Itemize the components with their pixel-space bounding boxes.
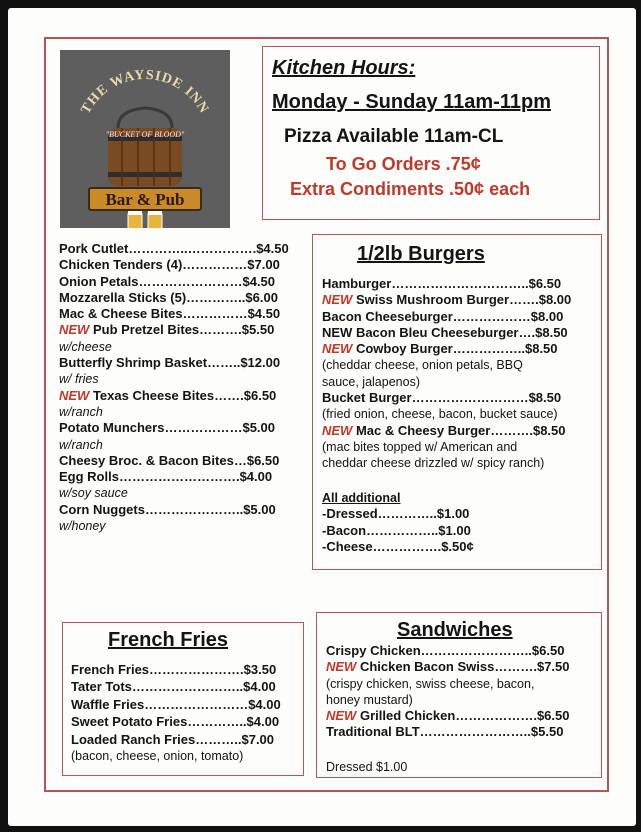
appetizer-row bbox=[59, 420, 289, 436]
burgers-title: 1/2lb Burgers bbox=[357, 243, 485, 265]
burger-name: Cowboy Burger bbox=[352, 341, 453, 357]
appetizer-row bbox=[59, 274, 289, 290]
burger-name: Bacon Cheeseburger bbox=[322, 308, 453, 324]
appetizer-name: Chicken Tenders (4) bbox=[59, 257, 183, 273]
appetizer-price: $6.50 bbox=[243, 387, 277, 403]
pizza-hours: Pizza Available 11am-CL bbox=[284, 126, 504, 147]
appetizer-price: $5.00 bbox=[242, 420, 276, 436]
sandwich-price: $7.50 bbox=[536, 659, 570, 675]
extra-condiments-fee: Extra Condiments .50¢ each bbox=[290, 179, 531, 199]
fries-name: Sweet Potato Fries bbox=[71, 714, 188, 730]
sandwich-price: $6.50 bbox=[536, 708, 570, 724]
leader-dots: …………….. bbox=[452, 341, 525, 357]
new-badge: NEW bbox=[326, 708, 357, 724]
leader-dots: …………………… bbox=[144, 696, 249, 712]
leader-dots: …………… bbox=[182, 257, 248, 273]
additional-row bbox=[322, 506, 474, 522]
leader-dots: ………………………. bbox=[118, 469, 240, 485]
burger-price: $8.00 bbox=[530, 308, 564, 324]
sandwich-name: Traditional BLT bbox=[326, 724, 420, 740]
new-badge: NEW bbox=[59, 387, 90, 403]
appetizer-price: $4.50 bbox=[242, 273, 276, 289]
logo-tagline: "BUCKET OF BLOOD" bbox=[105, 130, 185, 139]
fries-name: French Fries bbox=[71, 662, 150, 677]
appetizer-name: Potato Munchers bbox=[59, 420, 165, 436]
leader-dots: ………. bbox=[199, 322, 242, 338]
leader-dots: ………………. bbox=[455, 708, 537, 724]
appetizer-row bbox=[59, 388, 289, 404]
appetizer-row bbox=[59, 355, 289, 371]
leader-dots: ……………… bbox=[452, 308, 531, 324]
sandwich-price: $5.50 bbox=[530, 724, 564, 740]
fries-row bbox=[71, 731, 281, 748]
new-badge: NEW bbox=[322, 292, 353, 308]
appetizer-list bbox=[59, 241, 289, 534]
logo-name: THE WAYSIDE INN bbox=[78, 67, 212, 117]
appetizer-name: Pub Pretzel Bites bbox=[89, 322, 200, 338]
fries-name: Waffle Fries bbox=[71, 696, 145, 712]
appetizer-description: w/ fries bbox=[59, 372, 99, 387]
leader-dots: …….. bbox=[207, 355, 241, 371]
logo-bar-pub: Bar & Pub bbox=[88, 187, 202, 211]
appetizer-name: Mozzarella Sticks (5) bbox=[59, 289, 187, 305]
burger-name: Mac & Cheesy Burger bbox=[352, 422, 491, 438]
appetizer-row bbox=[59, 502, 289, 518]
appetizer-name: Corn Nuggets bbox=[59, 501, 145, 517]
leader-dots: ……………………… bbox=[411, 390, 529, 406]
sandwich-name: Chicken Bacon Swiss bbox=[356, 659, 495, 675]
appetizer-row bbox=[59, 453, 289, 469]
appetizer-price: $4.00 bbox=[239, 469, 273, 485]
additional-name: -Bacon bbox=[322, 522, 367, 538]
additional-price: $1.00 bbox=[438, 522, 471, 538]
leader-dots: …………… bbox=[182, 306, 248, 322]
sandwich-row bbox=[326, 659, 570, 675]
fries-price: $3.50 bbox=[243, 662, 277, 677]
leader-dots: ………….. bbox=[187, 714, 247, 730]
additional-row bbox=[322, 523, 474, 539]
burger-row bbox=[322, 309, 571, 325]
burger-row bbox=[322, 276, 571, 292]
appetizer-row bbox=[59, 241, 289, 257]
additional-title: All additional bbox=[322, 491, 401, 505]
appetizer-description: w/soy sauce bbox=[59, 486, 128, 501]
burger-price: $8.00 bbox=[538, 292, 572, 308]
additional-name: -Cheese bbox=[322, 538, 373, 554]
appetizer-description: w/honey bbox=[59, 519, 106, 534]
leader-dots: ……….. bbox=[195, 731, 242, 747]
burger-description: (mac bites topped w/ American and bbox=[322, 439, 518, 454]
burger-price: $6.50 bbox=[528, 276, 562, 291]
appetizer-price: $4.50 bbox=[256, 241, 289, 256]
leader-dots: ……. bbox=[509, 292, 539, 308]
sandwich-price: $6.50 bbox=[531, 643, 565, 658]
to-go-fee: To Go Orders .75¢ bbox=[326, 154, 481, 174]
sandwich-name: Crispy Chicken bbox=[326, 643, 421, 658]
appetizer-name: Butterfly Shrimp Basket bbox=[59, 355, 208, 371]
leader-dots: …………………….. bbox=[419, 724, 531, 740]
appetizer-name: Egg Rolls bbox=[59, 469, 119, 485]
additional-price: $.50¢ bbox=[441, 538, 474, 554]
burger-description: cheddar cheese drizzled w/ spicy ranch) bbox=[322, 456, 545, 471]
leader-dots: ……………… bbox=[164, 420, 243, 436]
leader-dots: ………….. bbox=[186, 289, 246, 305]
burger-description: (fried onion, cheese, bacon, bucket sauce) bbox=[322, 407, 558, 422]
burger-name: Swiss Mushroom Burger bbox=[352, 292, 510, 308]
leader-dots: …. bbox=[518, 324, 536, 340]
additional-price: $1.00 bbox=[436, 506, 470, 522]
fries-row bbox=[71, 678, 281, 695]
leader-dots: ………. bbox=[494, 659, 537, 675]
sandwich-row bbox=[326, 643, 570, 659]
appetizer-description: w/ranch bbox=[59, 404, 103, 419]
appetizer-price: $5.50 bbox=[241, 322, 275, 338]
additional-name: -Dressed bbox=[322, 506, 378, 522]
appetizer-name: Onion Petals bbox=[59, 273, 139, 289]
new-badge: NEW bbox=[326, 659, 357, 675]
appetizer-price: $4.50 bbox=[247, 306, 281, 322]
leader-dots: …………………….. bbox=[131, 679, 244, 695]
burger-row bbox=[322, 292, 571, 308]
burger-price: $8.50 bbox=[528, 390, 562, 406]
burger-row bbox=[322, 423, 571, 439]
appetizer-description: w/cheese bbox=[59, 339, 112, 354]
burger-list bbox=[322, 276, 571, 472]
burger-row bbox=[322, 341, 571, 357]
leader-dots: …………….. bbox=[366, 522, 439, 538]
sandwich-description: (crispy chicken, swiss cheese, bacon, bbox=[326, 676, 535, 691]
fries-price: $4.00 bbox=[243, 679, 276, 695]
burger-row bbox=[322, 390, 571, 406]
burger-name: Bucket Burger bbox=[322, 390, 412, 406]
leader-dots: …………………….. bbox=[420, 643, 532, 658]
leader-dots: … bbox=[233, 452, 247, 468]
appetizer-row bbox=[59, 290, 289, 306]
appetizer-name: Pork Cutlet bbox=[59, 241, 129, 256]
leader-dots: …………………… bbox=[138, 273, 243, 289]
fries-row bbox=[71, 661, 281, 678]
sandwich-list bbox=[326, 643, 570, 741]
additional-row bbox=[322, 539, 474, 555]
appetizer-price: $7.00 bbox=[247, 257, 280, 273]
fries-price: $4.00 bbox=[246, 714, 280, 730]
fries-title: French Fries bbox=[108, 629, 229, 651]
sandwich-description: honey mustard) bbox=[326, 692, 413, 707]
appetizer-row bbox=[59, 322, 289, 338]
new-badge: NEW bbox=[322, 341, 353, 357]
appetizer-name: Texas Cheese Bites bbox=[89, 387, 215, 403]
wayside-inn-logo bbox=[60, 50, 230, 228]
fries-price: $7.00 bbox=[241, 731, 275, 747]
appetizer-row bbox=[59, 257, 289, 273]
appetizer-row bbox=[59, 306, 289, 322]
appetizer-price: $6.00 bbox=[245, 289, 278, 305]
leader-dots: …………..……………. bbox=[128, 241, 257, 256]
fries-row bbox=[71, 696, 281, 713]
appetizer-row bbox=[59, 469, 289, 485]
fries-row bbox=[71, 713, 281, 730]
appetizer-price: $5.00 bbox=[243, 501, 276, 517]
leader-dots: ………………….. bbox=[144, 501, 244, 517]
fries-name: Tater Tots bbox=[71, 679, 132, 695]
burger-name: Hamburger bbox=[322, 276, 392, 291]
appetizer-description: w/ranch bbox=[59, 437, 103, 452]
fries-name: Loaded Ranch Fries bbox=[71, 731, 196, 747]
additional-list bbox=[322, 490, 474, 555]
burger-name: NEW Bacon Bleu Cheeseburger bbox=[322, 324, 519, 340]
burger-price: $8.50 bbox=[532, 422, 566, 438]
burger-price: $8.50 bbox=[535, 324, 568, 340]
leader-dots: …………………. bbox=[149, 662, 244, 677]
burger-price: $8.50 bbox=[524, 341, 558, 357]
sandwiches-title: Sandwiches bbox=[397, 619, 513, 641]
new-badge: NEW bbox=[322, 422, 353, 438]
sandwich-row bbox=[326, 708, 570, 724]
sandwich-name: Grilled Chicken bbox=[356, 708, 456, 724]
leader-dots: ……. bbox=[214, 387, 244, 403]
burger-row bbox=[322, 325, 571, 341]
sandwich-dressed-note: Dressed $1.00 bbox=[326, 760, 408, 774]
appetizer-price: $12.00 bbox=[240, 355, 281, 371]
appetizer-price: $6.50 bbox=[246, 452, 280, 468]
burger-description: (cheddar cheese, onion petals, BBQ bbox=[322, 358, 523, 373]
leader-dots: ………………………….. bbox=[391, 276, 529, 291]
leader-dots: ………. bbox=[490, 422, 533, 438]
appetizer-name: Mac & Cheese Bites bbox=[59, 306, 183, 322]
kitchen-hours-days: Monday - Sunday 11am-11pm bbox=[272, 91, 551, 113]
new-badge: NEW bbox=[59, 322, 90, 338]
fries-list bbox=[71, 661, 281, 765]
fries-price: $4.00 bbox=[248, 696, 281, 712]
leader-dots: ……………. bbox=[372, 538, 442, 554]
burger-description: sauce, jalapenos) bbox=[322, 374, 420, 389]
sandwich-row bbox=[326, 724, 570, 740]
appetizer-name: Cheesy Broc. & Bacon Bites bbox=[59, 452, 234, 468]
leader-dots: ………….. bbox=[377, 506, 437, 522]
fries-note: (bacon, cheese, onion, tomato) bbox=[71, 749, 244, 764]
kitchen-hours-title: Kitchen Hours: bbox=[272, 57, 416, 79]
